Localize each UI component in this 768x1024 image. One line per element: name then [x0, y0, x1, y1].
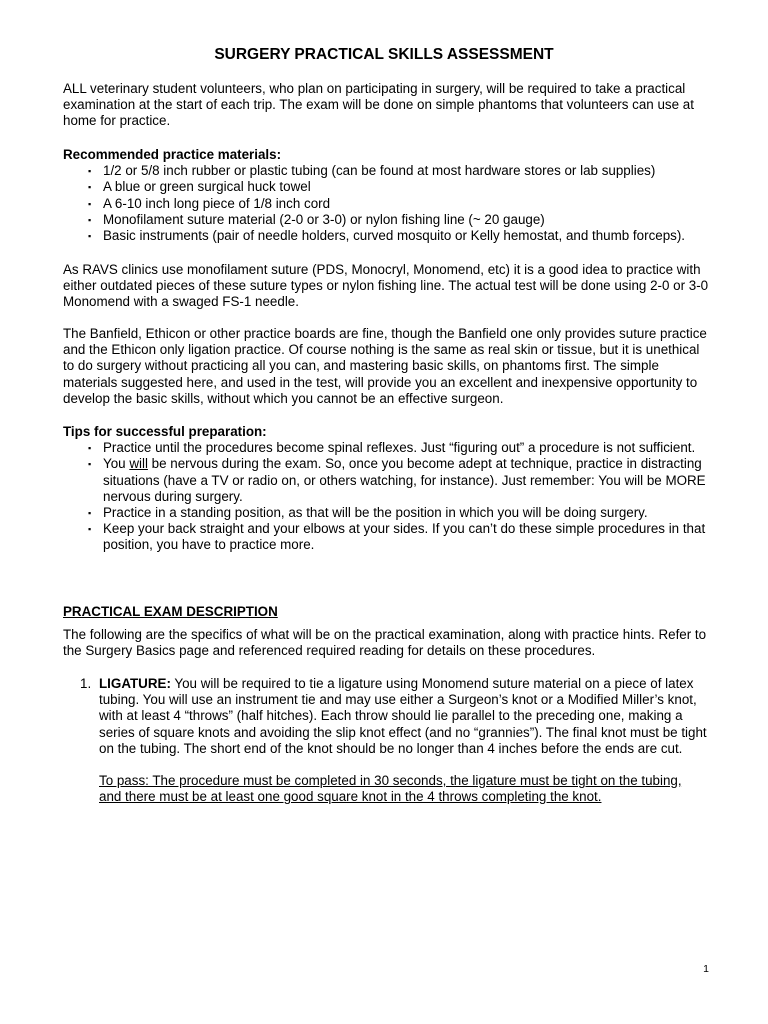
list-item-text: A 6-10 inch long piece of 1/8 inch cord	[103, 195, 331, 211]
bullet-icon: ▪	[88, 231, 92, 242]
tips-section	[63, 424, 713, 554]
bullet-icon: ▪	[88, 182, 92, 193]
boards-paragraph: The Banfield, Ethicon or other practice boards are fine, though the Banfield one only provides suture practice and the Ethicon only ligation practice. Of course nothing is the same as real skin or tissue, but it is unethical to do surgery without practicing all you can, and mastering basic skills, on phantoms first. The simple materials suggested here, and used in the test, will provide you an excellent and inexpensive opportunity to develop the basic skills, without which you cannot be an effective surgeon.	[63, 326, 707, 406]
bullet-icon: ▪	[88, 524, 92, 535]
materials-list	[63, 163, 713, 244]
bullet-icon: ▪	[88, 508, 92, 519]
list-item-text-pre: You	[103, 456, 130, 472]
bullet-icon: ▪	[88, 198, 92, 209]
emphasis-word: will	[129, 456, 148, 472]
pass-criteria: To pass: The procedure must be completed in 30 seconds, the ligature must be tight on the tubing, and there must be at least one good square knot in the 4 throws completing the knot.	[99, 773, 682, 805]
list-item	[63, 521, 713, 553]
materials-section	[63, 147, 713, 244]
tips-heading: Tips for successful preparation:	[63, 424, 267, 439]
list-item-text: Basic instruments (pair of needle holders, curved mosquito or Kelly hemostat, and thumb forceps).	[103, 228, 686, 244]
list-item	[63, 212, 713, 228]
exam-list	[63, 676, 713, 805]
page-title: SURGERY PRACTICAL SKILLS ASSESSMENT	[214, 46, 554, 63]
list-item-text: 1/2 or 5/8 inch rubber or plastic tubing (can be found at most hardware stores or lab supplies)	[103, 163, 656, 179]
bullet-icon: ▪	[88, 443, 92, 454]
bullet-icon: ▪	[88, 459, 92, 470]
exam-heading: PRACTICAL EXAM DESCRIPTION	[63, 604, 278, 619]
tips-list	[63, 440, 713, 553]
materials-heading: Recommended practice materials:	[63, 147, 282, 162]
list-item-text-post: be nervous during the exam. So, once you become adept at technique, practice in distracting situations (have a TV or radio on, or others watching, for instance). Just remember: You will be MORE nervous during surgery.	[103, 456, 706, 504]
item-text: You will be required to tie a ligature using Monomend suture material on a piece of latex tubing. You will use an instrument tie and may use either a Surgeon’s knot or a Modified Miller’s knot, with at least 4 “throws” (half hitches). Each throw should lie parallel to the preceding one, making a series of square knots and avoiding the slip knot effect (and no “grannies”). The final knot must be tight on the tubing. The short end of the knot should be no longer than 4 inches before the ends are cut.	[99, 676, 707, 756]
list-item	[63, 456, 713, 505]
list-item	[63, 676, 713, 805]
list-item-text: Monofilament suture material (2-0 or 3-0) or nylon fishing line (~ 20 gauge)	[103, 211, 545, 227]
item-label: LIGATURE:	[99, 676, 171, 691]
list-item	[63, 179, 713, 195]
exam-items	[63, 676, 713, 805]
intro-paragraph: ALL veterinary student volunteers, who plan on participating in surgery, will be required to take a practical examination at the start of each trip. The exam will be done on simple phantoms that volunteers can use at home for practice.	[63, 81, 694, 129]
item-number: 1.	[80, 676, 92, 691]
list-item	[63, 196, 713, 212]
bullet-icon: ▪	[88, 166, 92, 177]
list-item-text: A blue or green surgical huck towel	[103, 179, 311, 195]
bullet-icon: ▪	[88, 214, 92, 225]
list-item	[63, 505, 713, 521]
list-item-text: Practice until the procedures become spinal reflexes. Just “figuring out” a procedure is not sufficient.	[103, 440, 696, 456]
list-item	[63, 163, 713, 179]
list-item-text: Keep your back straight and your elbows at your sides. If you can’t do these simple procedures in that position, you have to practice more.	[103, 521, 706, 553]
page-number: 1	[703, 963, 709, 975]
list-item-text: Practice in a standing position, as that will be the position in which you will be doing surgery.	[103, 505, 648, 521]
list-item	[63, 228, 713, 244]
exam-intro: The following are the specifics of what will be on the practical examination, along with practice hints. Refer to the Surgery Basics page and referenced required reading for details on these procedures.	[63, 627, 707, 659]
list-item	[63, 440, 713, 456]
ravs-paragraph: As RAVS clinics use monofilament suture (PDS, Monocryl, Monomend, etc) it is a good idea to practice with either outdated pieces of these suture types or nylon fishing line. The actual test will be done using 2-0 or 3-0 Monomend with a swaged FS-1 needle.	[63, 262, 709, 310]
